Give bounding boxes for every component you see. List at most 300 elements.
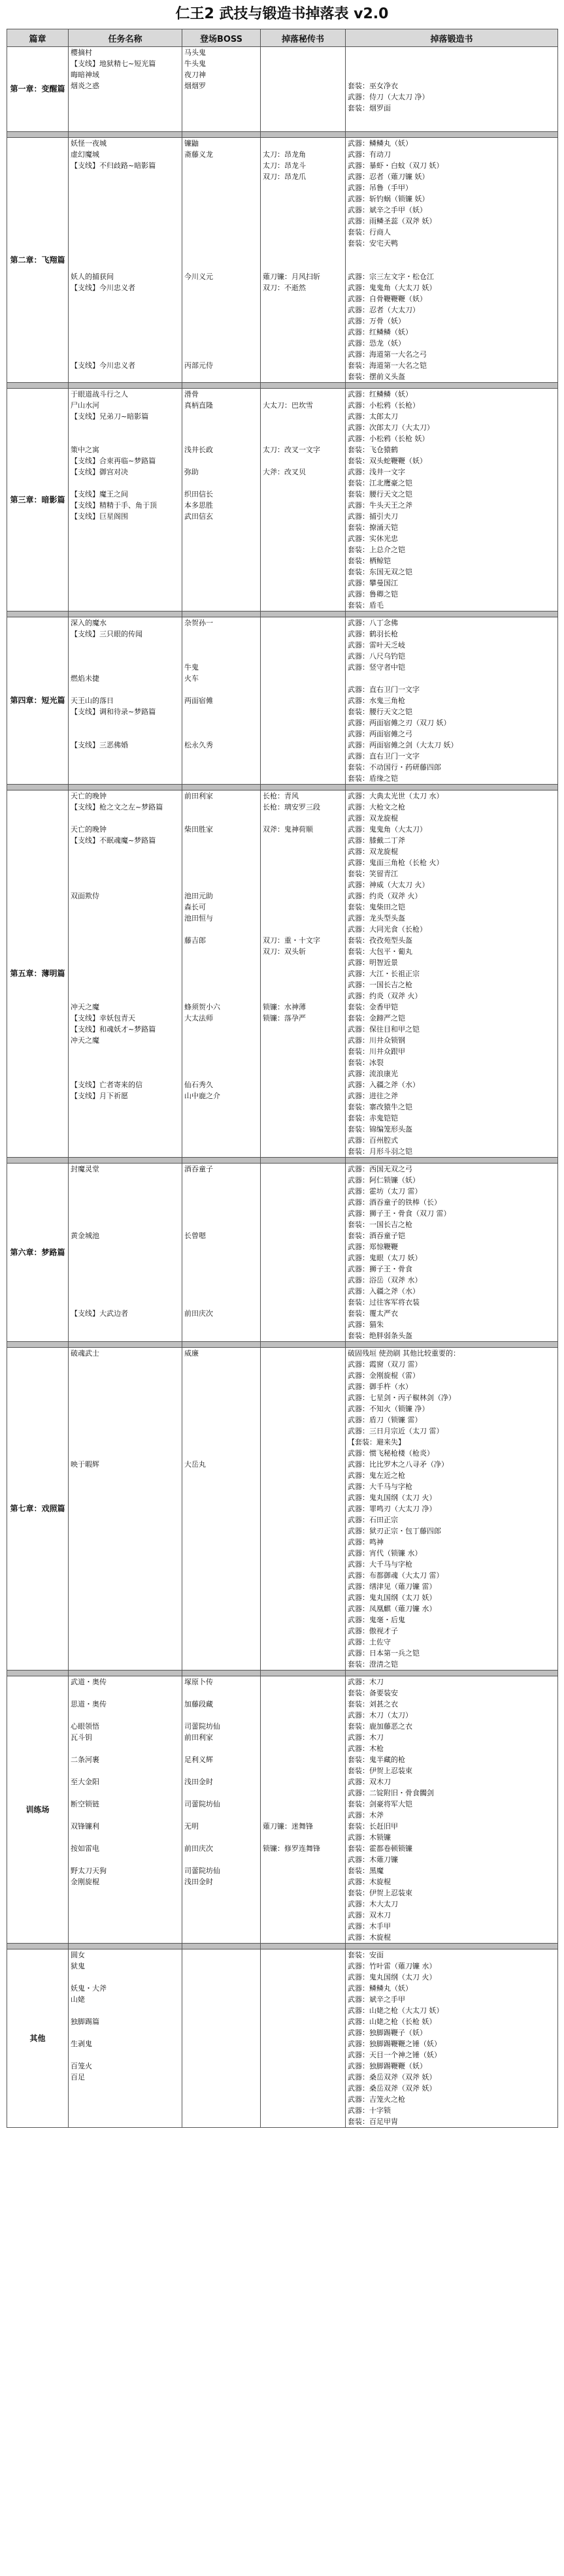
- separator-cell: [7, 785, 69, 791]
- secret-entry: [263, 1754, 343, 1765]
- boss-entry: 浅井长政: [184, 446, 213, 454]
- forge-entry: 武器：傲视才子: [348, 1627, 398, 1635]
- forge-entry: 套装：飞仓猿鹤: [348, 446, 398, 454]
- boss-cell: [182, 617, 261, 785]
- mission-entry: 【支线】不归歧路~暗影篇: [71, 161, 156, 170]
- forge-entry: 武器：太郎太刀: [348, 412, 398, 421]
- boss-entry: [184, 1068, 258, 1079]
- boss-entry: [184, 968, 258, 979]
- mission-entry: 【支线】御宫对决: [71, 468, 128, 476]
- secret-entry: [263, 1721, 343, 1732]
- boss-entry: 真柄直隆: [184, 401, 213, 410]
- forge-entry: 武器：水鬼三角枪: [348, 696, 405, 705]
- mission-cell: [69, 791, 182, 1158]
- boss-entry: [184, 717, 258, 728]
- boss-entry: 长曾嗯: [184, 1231, 206, 1240]
- boss-entry: [184, 879, 258, 890]
- forge-entry: 套装：不动国行・药研藤四郎: [348, 763, 441, 772]
- mission-entry: 双面欺侍: [71, 892, 99, 900]
- chapter-row: [7, 1348, 558, 1671]
- boss-entry: 本多思胜: [184, 501, 213, 510]
- secret-entry: [263, 227, 343, 238]
- forge-entry: 套装：双头蛇鞭鞭（妖）: [348, 457, 427, 465]
- secret-entry: [263, 868, 343, 879]
- secret-entry: [263, 1687, 343, 1699]
- forge-entry: 套装：大包平・葡丸: [348, 947, 412, 956]
- mission-entry: [71, 433, 180, 444]
- separator-cell: [182, 1158, 261, 1164]
- mission-entry: [71, 1297, 180, 1308]
- mission-entry: 生剥鬼: [71, 2040, 92, 2048]
- forge-entry: 武器：山姥之枪（长枪 妖）: [348, 2017, 437, 2026]
- separator-cell: [69, 383, 182, 389]
- secret-entry: [263, 740, 343, 751]
- boss-entry: 杂贺孙一: [184, 619, 213, 627]
- boss-entry: [184, 1252, 258, 1264]
- forge-entry: 【套装：避来失】: [348, 1438, 405, 1446]
- boss-entry: 斋藤义龙: [184, 150, 213, 159]
- forge-entry: 套装：覆太严衣: [348, 1309, 398, 1318]
- forge-entry: 套装：栖鲸铠: [348, 557, 391, 565]
- mission-entry: 狱鬼: [71, 1962, 85, 1970]
- boss-entry: [184, 204, 258, 216]
- forge-entry: 武器：三日月宗近（太刀 雷）: [348, 1427, 444, 1435]
- secret-entry: [263, 706, 343, 717]
- forge-entry: 武器：吊鲁（手甲）: [348, 184, 412, 192]
- boss-entry: 威廉: [184, 1349, 199, 1358]
- forge-cell: [346, 1949, 558, 2128]
- forge-entry: 武器：猫朱: [348, 1320, 384, 1329]
- mission-entry: 冲天之魔: [71, 1003, 99, 1011]
- mission-entry: [71, 968, 180, 979]
- separator-cell: [182, 611, 261, 617]
- forge-entry: 武器：天目一个神之锤（妖）: [348, 2051, 441, 2059]
- forge-cell: [346, 1348, 558, 1671]
- forge-entry: 武器：木斧: [348, 1811, 384, 1819]
- separator-cell: [182, 1944, 261, 1949]
- boss-cell: [182, 1949, 261, 2128]
- chapter-separator: [7, 132, 558, 138]
- forge-entry: 武器：捕引夫刀: [348, 512, 398, 521]
- boss-entry: [184, 1197, 258, 1208]
- mission-entry: [71, 1275, 180, 1286]
- secret-entry: [263, 522, 343, 533]
- secret-entry: 锁镰：修罗连舞锋: [263, 1844, 320, 1853]
- forge-entry: 武器：大千马与字枪: [348, 1482, 412, 1491]
- forge-cell: [346, 1164, 558, 1342]
- mission-entry: [71, 327, 180, 338]
- boss-entry: [184, 1370, 258, 1381]
- mission-entry: [71, 728, 180, 740]
- secret-entry: [263, 902, 343, 913]
- secret-entry: 双刀：不逝然: [263, 284, 306, 292]
- secret-entry: [263, 728, 343, 740]
- forge-entry: 武器：海道第一大名之弓: [348, 350, 427, 359]
- boss-entry: [184, 1381, 258, 1392]
- forge-entry: 套装：刘甚之衣: [348, 1700, 398, 1708]
- mission-entry: 策中之寓: [71, 446, 99, 454]
- forge-entry: 套装：冰裂: [348, 1058, 384, 1067]
- mission-entry: 【支线】地狱精七~短光篇: [71, 59, 156, 68]
- boss-entry: 烟烟罗: [184, 82, 206, 90]
- secret-entry: [263, 511, 343, 522]
- separator-cell: [261, 785, 346, 791]
- mission-entry: [71, 1392, 180, 1403]
- separator-cell: [7, 1342, 69, 1348]
- forge-entry: 武器：鬼毫・后鬼: [348, 1616, 405, 1624]
- mission-entry: [71, 522, 180, 533]
- forge-entry: 武器：狮子王・骨食（双刀 雷）: [348, 1209, 451, 1218]
- mission-entry: [71, 902, 180, 913]
- forge-entry: 武器：木刀（太刀）: [348, 1711, 412, 1720]
- mission-entry: 深入的魔水: [71, 619, 107, 627]
- chapter-name: 第七章：戏照篇: [7, 1348, 69, 1671]
- boss-entry: [184, 1426, 258, 1437]
- forge-cell: [346, 389, 558, 611]
- separator-cell: [346, 383, 558, 389]
- chapter-separator: [7, 383, 558, 389]
- chapter-separator: [7, 1944, 558, 1949]
- mission-entry: 百笼火: [71, 2062, 92, 2070]
- forge-entry: 武器：日本第一兵之铠: [348, 1649, 420, 1657]
- chapter-row: [7, 1164, 558, 1342]
- mission-entry: [71, 1264, 180, 1275]
- separator-cell: [69, 1671, 182, 1676]
- boss-entry: [184, 171, 258, 182]
- secret-entry: [263, 857, 343, 868]
- forge-entry: 武器：霞窗（双刀 雷）: [348, 1360, 422, 1369]
- mission-entry: [71, 1208, 180, 1219]
- chapter-name: 第三章：暗影篇: [7, 389, 69, 611]
- forge-entry: 武器：明智近景: [348, 958, 398, 967]
- forge-entry: 武器：自骨鞭鞭鞭（妖）: [348, 295, 427, 303]
- secret-cell: [261, 1949, 346, 2128]
- boss-entry: 马头鬼: [184, 48, 206, 57]
- secret-entry: [263, 1710, 343, 1721]
- secret-cell: [261, 1348, 346, 1671]
- mission-entry: [71, 249, 180, 260]
- forge-entry: 套装：盾毛: [348, 601, 384, 610]
- secret-cell: [261, 1676, 346, 1944]
- header-forge: 掉落锻造书: [346, 29, 558, 47]
- secret-entry: [263, 238, 343, 249]
- boss-entry: 大太法师: [184, 1014, 213, 1022]
- boss-entry: [184, 1414, 258, 1426]
- secret-entry: [263, 500, 343, 511]
- secret-entry: [263, 478, 343, 489]
- mission-entry: 【支线】调和待录~梦路篇: [71, 708, 156, 716]
- mission-entry: [71, 2049, 180, 2061]
- separator-cell: [346, 1671, 558, 1676]
- boss-entry: 司蕾院坊仙: [184, 1722, 220, 1731]
- forge-entry: 武器：忍者（薙刀镰 妖）: [348, 172, 429, 181]
- mission-entry: 【支线】三恶佛婚: [71, 741, 128, 749]
- boss-entry: [184, 327, 258, 338]
- header-mission: 任务名称: [69, 29, 182, 47]
- mission-entry: 于眼道战斗行之人: [71, 390, 128, 399]
- forge-entry: 武器：斌辛之手甲（妖）: [348, 206, 427, 214]
- forge-entry: 武器：恐龙（妖）: [348, 339, 405, 348]
- mission-entry: [71, 1448, 180, 1459]
- forge-entry: 武器：木旋棍: [348, 1933, 391, 1942]
- mission-entry: [71, 316, 180, 327]
- boss-entry: [184, 1710, 258, 1721]
- chapter-separator: [7, 1158, 558, 1164]
- mission-entry: [71, 662, 180, 673]
- mission-entry: [71, 1359, 180, 1370]
- page-title: 仁王2 武技与锻造书掉落表 v2.0: [175, 6, 389, 22]
- forge-entry: 武器：鸣神: [348, 1538, 384, 1546]
- forge-cell: [346, 47, 558, 132]
- mission-entry: [71, 1832, 180, 1843]
- forge-entry: 武器：次郎太刀（大太刀）: [348, 423, 434, 432]
- boss-entry: [184, 182, 258, 193]
- boss-cell: [182, 791, 261, 1158]
- mission-entry: [71, 260, 180, 271]
- boss-entry: [184, 846, 258, 857]
- separator-cell: [7, 383, 69, 389]
- forge-entry: 套装：摆前义头盔: [348, 372, 405, 381]
- boss-entry: 牛鬼: [184, 663, 199, 672]
- secret-entry: 锁镰：落孕严: [263, 1014, 306, 1022]
- secret-entry: [263, 260, 343, 271]
- forge-entry: [348, 47, 556, 58]
- mission-entry: [71, 1854, 180, 1865]
- boss-entry: [184, 478, 258, 489]
- secret-entry: [263, 1732, 343, 1743]
- mission-entry: [71, 1743, 180, 1754]
- boss-entry: [184, 1275, 258, 1286]
- mission-entry: [71, 338, 180, 349]
- boss-entry: [184, 1208, 258, 1219]
- boss-entry: [184, 813, 258, 824]
- boss-entry: 司蕾院坊仙: [184, 1800, 220, 1808]
- forge-entry: 套装：酒吞童子铠: [348, 1231, 405, 1240]
- forge-entry: 套装：东国无双之铠: [348, 568, 412, 576]
- secret-entry: [263, 1799, 343, 1810]
- mission-entry: [71, 1687, 180, 1699]
- boss-cell: [182, 1676, 261, 1944]
- boss-entry: [184, 433, 258, 444]
- boss-entry: 森长可: [184, 903, 206, 911]
- mission-entry: [71, 1219, 180, 1230]
- forge-entry: 武器：吉笼火之枪: [348, 2095, 405, 2104]
- mission-entry: 【支线】精精于手、角于顶: [71, 501, 157, 510]
- mission-entry: [71, 946, 180, 957]
- forge-entry: 武器：两面宿傩之剑（大太刀 妖）: [348, 741, 458, 749]
- secret-entry: [263, 913, 343, 924]
- forge-entry: 武器：不知火（锁镰 净）: [348, 1405, 429, 1413]
- forge-entry: 武器：双龙旋棍: [348, 814, 398, 823]
- secret-entry: [263, 651, 343, 662]
- forge-entry: 武器：七星剑・丙子椒林剑（净）: [348, 1394, 456, 1402]
- boss-entry: 山中鹿之介: [184, 1092, 220, 1100]
- separator-cell: [182, 785, 261, 791]
- forge-entry: 套装：伊贺上忍装束: [348, 1767, 412, 1775]
- mission-entry: 烟炎之惑: [71, 82, 99, 90]
- chapter-row: [7, 138, 558, 383]
- separator-cell: [69, 785, 182, 791]
- forge-entry: 套装：锦编笼形头盔: [348, 1125, 412, 1133]
- mission-entry: [71, 868, 180, 879]
- forge-entry: 武器：神威（大太刀 火）: [348, 881, 429, 889]
- secret-entry: [263, 968, 343, 979]
- boss-entry: [184, 1359, 258, 1370]
- boss-entry: [184, 835, 258, 846]
- separator-cell: [182, 1671, 261, 1676]
- mission-entry: [71, 2083, 180, 2094]
- boss-entry: 前田利家: [184, 1733, 213, 1742]
- forge-entry: 武器：牛头天王之斧: [348, 501, 412, 510]
- boss-entry: [184, 316, 258, 327]
- forge-entry: 武器：直右卫门一文字: [348, 752, 420, 760]
- chapter-name: 训练场: [7, 1676, 69, 1944]
- secret-entry: [263, 433, 343, 444]
- boss-entry: 浅田金时: [184, 1778, 213, 1786]
- separator-cell: [182, 1342, 261, 1348]
- chapter-row: [7, 617, 558, 785]
- boss-entry: [184, 160, 258, 171]
- header-boss: 登场BOSS: [182, 29, 261, 47]
- forge-entry: 套装：川井众跟甲: [348, 1047, 405, 1056]
- boss-entry: [184, 1297, 258, 1308]
- mission-entry: 野太刀天狗: [71, 1867, 107, 1875]
- chapter-name: 第二章：飞翔篇: [7, 138, 69, 383]
- secret-entry: [263, 695, 343, 706]
- mission-entry: [71, 879, 180, 890]
- forge-entry: 武器：独脚踢鞭鞭之锤（妖）: [348, 2040, 441, 2048]
- separator-cell: [261, 1944, 346, 1949]
- secret-entry: [263, 489, 343, 500]
- forge-entry: 武器：大枪文之枪: [348, 803, 405, 811]
- separator-cell: [69, 1158, 182, 1164]
- separator-cell: [7, 611, 69, 617]
- forge-entry: 武器：十字锁: [348, 2106, 391, 2115]
- boss-entry: [184, 304, 258, 316]
- forge-entry: 武器：木大太刀: [348, 1900, 398, 1908]
- forge-entry: 武器：鹤羽长枪: [348, 630, 398, 638]
- boss-entry: [184, 1186, 258, 1197]
- forge-entry: 武器：流浪康光: [348, 1069, 398, 1078]
- boss-entry: [184, 1403, 258, 1414]
- secret-cell: [261, 389, 346, 611]
- mission-entry: 二条河裹: [71, 1755, 99, 1764]
- secret-entry: [263, 1676, 343, 1687]
- forge-entry: 武器：龙头型头盔: [348, 914, 405, 922]
- secret-entry: [263, 411, 343, 422]
- boss-entry: 今川义元: [184, 272, 213, 281]
- boss-entry: [184, 868, 258, 879]
- mission-entry: [71, 1370, 180, 1381]
- mission-entry: [71, 349, 180, 360]
- forge-entry: 武器：郑惊鞭鞭: [348, 1243, 398, 1251]
- chapter-separator: [7, 785, 558, 791]
- separator-cell: [7, 1671, 69, 1676]
- forge-entry: 套装：剑豪将军大铠: [348, 1800, 412, 1808]
- boss-entry: [184, 979, 258, 990]
- mission-entry: [71, 857, 180, 868]
- mission-entry: [71, 913, 180, 924]
- separator-cell: [346, 1158, 558, 1164]
- secret-entry: [263, 1810, 343, 1821]
- forge-entry: 武器：石田正宗: [348, 1516, 398, 1524]
- forge-entry: 武器：鲁卿之铠: [348, 590, 398, 598]
- boss-cell: [182, 1348, 261, 1671]
- forge-entry: 武器：木旋棍: [348, 1878, 391, 1886]
- mission-entry: 圆女: [71, 1951, 85, 1959]
- separator-cell: [346, 132, 558, 138]
- forge-entry: 套装：盾缘之铠: [348, 774, 398, 783]
- secret-entry: [263, 957, 343, 968]
- secret-entry: [263, 204, 343, 216]
- secret-entry: 太刀：昂龙斗: [263, 161, 306, 170]
- boss-entry: 夜刀神: [184, 71, 206, 79]
- boss-entry: [184, 1810, 258, 1821]
- boss-entry: [184, 728, 258, 740]
- forge-entry: 武器：两面宿傩之弓: [348, 730, 412, 738]
- boss-entry: [184, 1264, 258, 1275]
- separator-cell: [69, 611, 182, 617]
- separator-cell: [346, 1944, 558, 1949]
- forge-entry: 武器：一国长吉之枪: [348, 981, 412, 989]
- forge-entry: 武器：入疆之斧（水）: [348, 1287, 420, 1296]
- mission-entry: 封魔灵堂: [71, 1165, 99, 1173]
- secret-cell: [261, 791, 346, 1158]
- forge-entry: 武器：木刀: [348, 1678, 384, 1686]
- mission-entry: 【支线】魔王之间: [71, 490, 128, 498]
- forge-entry: 套装：烟罗面: [348, 104, 391, 112]
- secret-entry: [263, 640, 343, 651]
- chapter-name: 第六章：梦路篇: [7, 1164, 69, 1342]
- forge-entry: 武器：盾刀（锁镰 雷）: [348, 1416, 422, 1424]
- mission-entry: 瓦斗钥: [71, 1733, 92, 1742]
- forge-entry: 套装：百足甲胄: [348, 2117, 398, 2126]
- separator-cell: [261, 383, 346, 389]
- boss-entry: [184, 1437, 258, 1448]
- forge-entry: 套装：一国长吉之枪: [348, 1220, 412, 1229]
- secret-cell: [261, 47, 346, 132]
- boss-entry: 两面宿傩: [184, 696, 213, 705]
- separator-cell: [69, 1342, 182, 1348]
- mission-cell: [69, 1949, 182, 2128]
- boss-entry: [184, 1024, 258, 1035]
- secret-entry: [263, 684, 343, 695]
- boss-entry: [184, 1219, 258, 1230]
- boss-entry: [184, 1175, 258, 1186]
- forge-entry: [348, 249, 556, 260]
- forge-entry: 武器：膝戴二丁斧: [348, 836, 405, 845]
- boss-entry: 松永久秀: [184, 741, 213, 749]
- boss-entry: 池田元助: [184, 892, 213, 900]
- boss-entry: [184, 349, 258, 360]
- secret-entry: [263, 990, 343, 1002]
- mission-entry: 武道・奥传: [71, 1678, 107, 1686]
- forge-entry: 套装：笑留青江: [348, 870, 398, 878]
- secret-entry: [263, 1765, 343, 1776]
- forge-entry: 武器：大典太光世（太刀 水）: [348, 792, 444, 800]
- forge-entry: 武器：大千马与字枪: [348, 1560, 412, 1569]
- mission-entry: [71, 1068, 180, 1079]
- forge-entry: 套装：赤鬼铠铠: [348, 1114, 398, 1122]
- chapter-name: 其他: [7, 1949, 69, 2128]
- forge-entry: 武器：雨鳞圣蕊（双斧 妖）: [348, 217, 437, 225]
- mission-entry: 思道・奥传: [71, 1700, 107, 1708]
- boss-entry: [184, 1448, 258, 1459]
- forge-entry: 武器：两面宿傩之刃（双刀 妖）: [348, 719, 451, 727]
- forge-entry: 武器：木手甲: [348, 1922, 391, 1931]
- mission-entry: 晦暗神域: [71, 71, 99, 79]
- forge-entry: 武器：鬼面三角枪（长枪 火）: [348, 858, 444, 867]
